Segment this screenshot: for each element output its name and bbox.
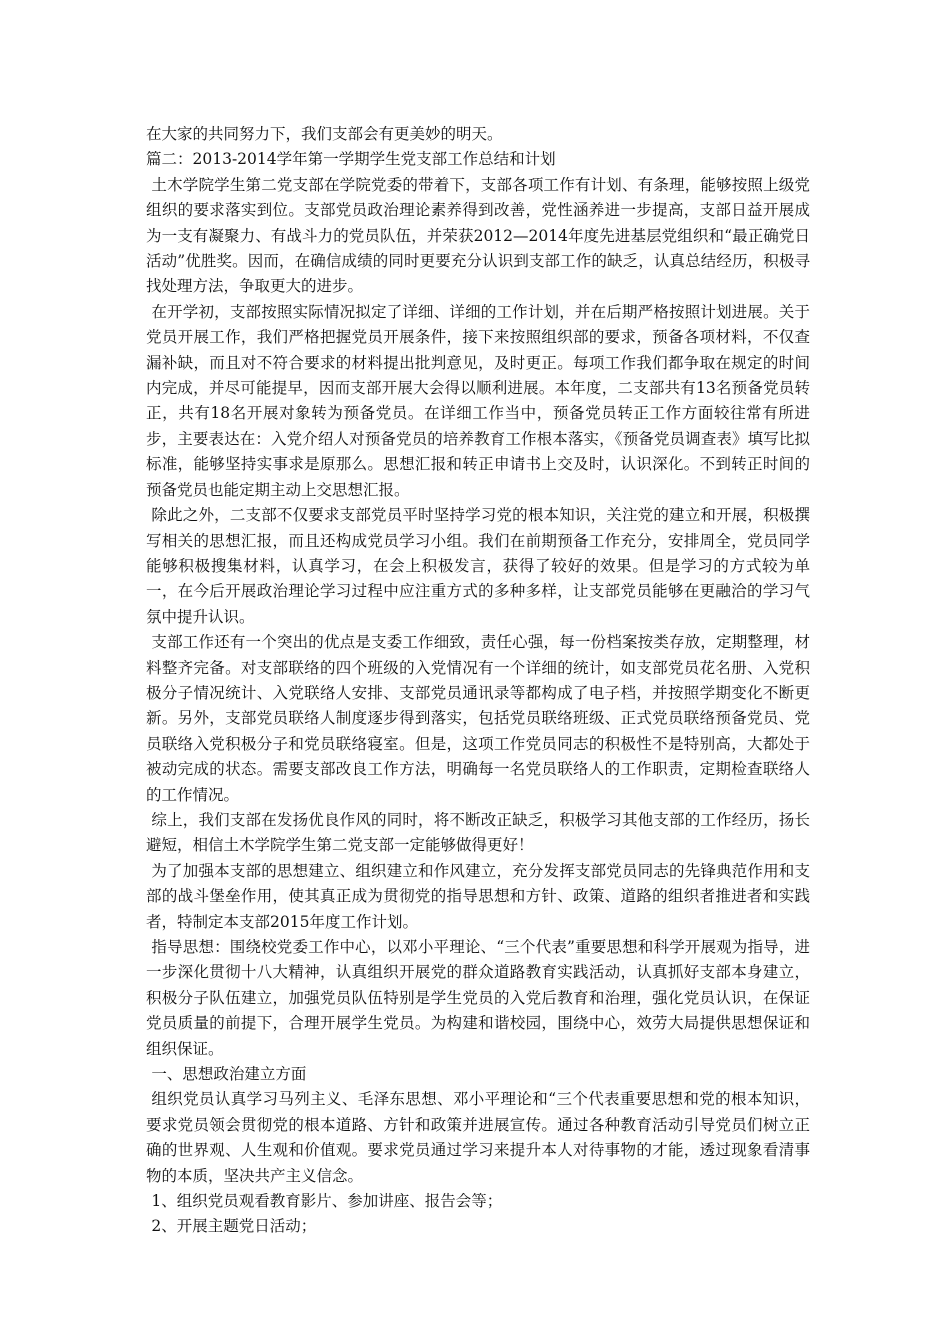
list-item: 1、组织党员观看教育影片、参加讲座、报告会等； <box>151 1192 503 1211</box>
section-heading: 篇二：2013-2014学年第一学期学生党支部工作总结和计划 <box>146 150 556 169</box>
paragraph: 土木学院学生第二党支部在学院党委的带着下，支部各项工作有计划、有条理，能够按照上级党组织的要求落实到位。支部党员政治理论素养得到改善，党性涵养进一步提高，支部日益开展成为一支有凝聚力、有战斗力的党员队伍，并荣获2012—2014年度先进基层党组织和“最正确党日活动”优胜奖。因而，在确信成绩的同时更要充分认识到支部工作的缺乏，认真总结经历，积极寻找处理方法，争取更大的进步。 <box>146 175 810 296</box>
subsection-heading: 一、思想政治建立方面 <box>151 1065 307 1084</box>
paragraph: 组织党员认真学习马列主义、毛泽东思想、邓小平理论和“三个代表重要思想和党的根本知识，要求党员领会贯彻党的根本道路、方针和政策并进展宣传。通过各种教育活动引导党员们树立正确的世界观、人生观和价值观。要求党员通过学习来提升本人对待事物的才能，透过现象看清事物的本质，坚决共产主义信念。 <box>146 1090 810 1185</box>
paragraph: 支部工作还有一个突出的优点是支委工作细致，责任心强，每一份档案按类存放，定期整理，材料整齐完备。对支部联络的四个班级的入党情况有一个详细的统计，如支部党员花名册、入党积极分子情况统计、入党联络人安排、支部党员通讯录等都构成了电子档，并按照学期变化不断更新。另外，支部党员联络人制度逐步得到落实，包括党员联络班级、正式党员联络预备党员、党员联络入党积极分子和党员联络寝室。但是，这项工作党员同志的积极性不是特别高，大都处于被动完成的状态。需要支部改良工作方法，明确每一名党员联络人的工作职责，定期检查联络人的工作情况。 <box>146 633 810 804</box>
list-item: 2、开展主题党日活动； <box>151 1217 317 1236</box>
paragraph: 为了加强本支部的思想建立、组织建立和作风建立，充分发挥支部党员同志的先锋典范作用和支部的战斗堡垒作用，使其真正成为贯彻党的指导思想和方针、政策、道路的组织者推进者和实践者，特制定本支部2015年度工作计划。 <box>146 861 810 931</box>
closing-sentence: 在大家的共同努力下，我们支部会有更美妙的明天。 <box>146 125 503 143</box>
paragraph: 指导思想：围绕校党委工作中心，以邓小平理论、“三个代表”重要思想和科学开展观为指导，进一步深化贯彻十八大精神，认真组织开展党的群众道路教育实践活动，认真抓好支部本身建立，积极分子队伍建立，加强党员队伍特别是学生党员的入党后教育和治理，强化党员认识，在保证党员质量的前提下，合理开展学生党员。为构建和谐校园，围绕中心，效劳大局提供思想保证和组织保证。 <box>146 938 810 1058</box>
paragraph: 综上，我们支部在发扬优良作风的同时，将不断改正缺乏，积极学习其他支部的工作经历，扬长避短，相信土木学院学生第二党支部一定能够做得更好！ <box>146 810 810 855</box>
document-body <box>146 122 810 1240</box>
paragraph: 除此之外，二支部不仅要求支部党员平时坚持学习党的根本知识，关注党的建立和开展，积极撰写相关的思想汇报，而且还构成党员学习小组。我们在前期预备工作充分，安排周全，党员同学能够积极搜集材料，认真学习，在会上积极发言，获得了较好的效果。但是学习的方式较为单一，在今后开展政治理论学习过程中应注重方式的多种多样，让支部党员能够在更融洽的学习气氛中提升认识。 <box>146 506 810 626</box>
paragraph: 在开学初，支部按照实际情况拟定了详细、详细的工作计划，并在后期严格按照计划进展。关于党员开展工作，我们严格把握党员开展条件，接下来按照组织部的要求，预备各项材料，不仅查漏补缺，而且对不符合要求的材料提出批判意见，及时更正。每项工作我们都争取在规定的时间内完成，并尽可能提早，因而支部开展大会得以顺利进展。本年度，二支部共有13名预备党员转正，共有18名开展对象转为预备党员。在详细工作当中，预备党员转正工作方面较往常有所进步，主要表达在：入党介绍人对预备党员的培养教育工作根本落实，《预备党员调查表》填写比拟标准，能够坚持实事求是原那么。思想汇报和转正申请书上交及时，认识深化。不到转正时间的预备党员也能定期主动上交思想汇报。 <box>146 302 810 499</box>
